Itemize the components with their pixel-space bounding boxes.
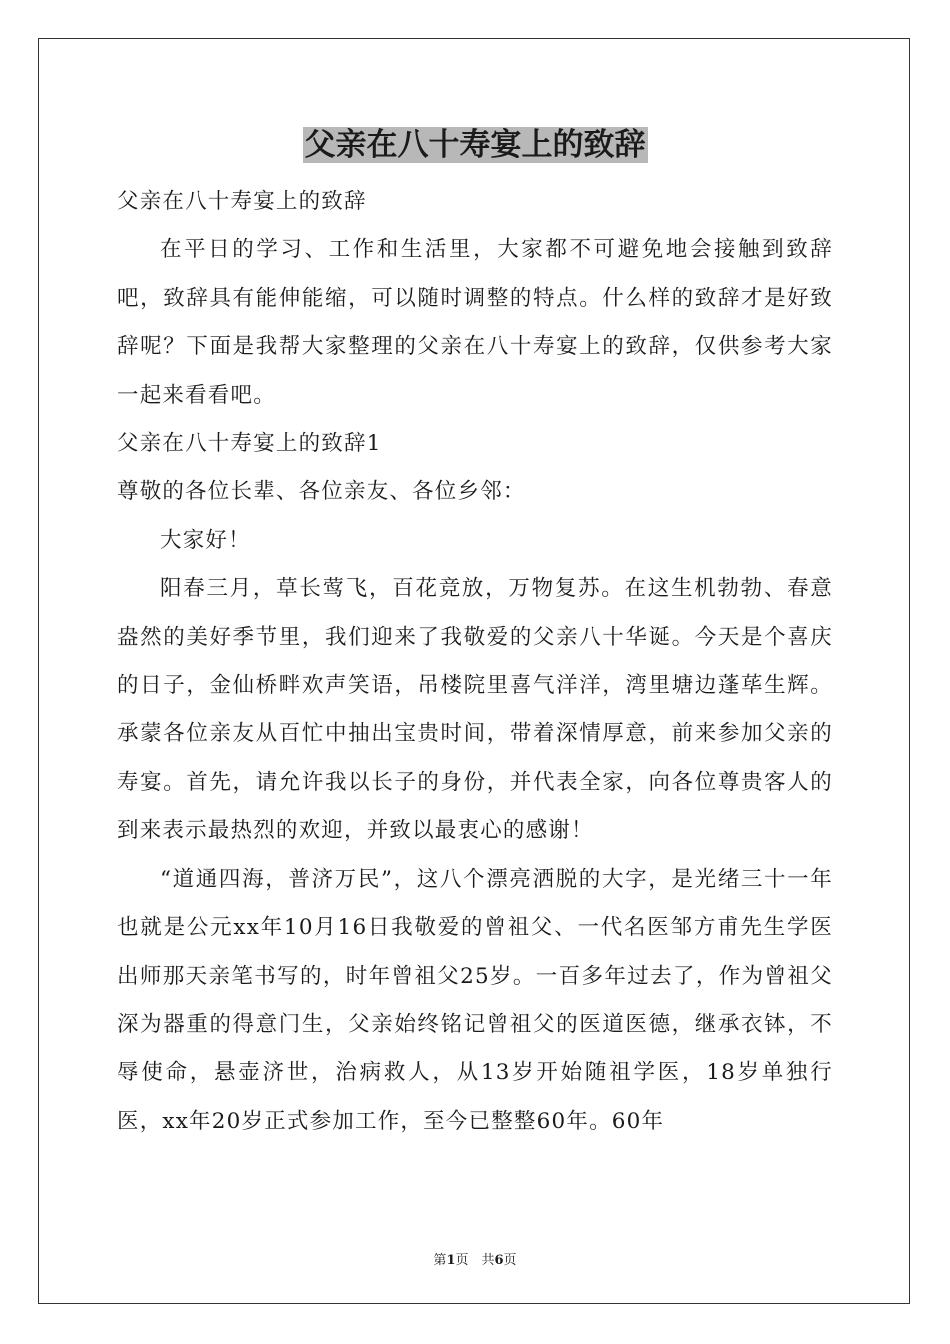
document-body — [117, 178, 833, 1146]
paragraph-section-heading: 父亲在八十寿宴上的致辞1 — [117, 431, 382, 457]
paragraph-body-2: “道通四海，普济万民”，这八个漂亮洒脱的大字，是光绪三十一年也就是公元xx年10月16日我敬爱的曾祖父、一代名医邹方甫先生学医出师那天亲笔书写的，时年曾祖父25岁。一百多年过去了，作为曾祖父深为器重的得意门生，父亲始终铭记曾祖父的医道医德，继承衣钵，不辱使命，悬壶济世，治病救人，从13岁开始随祖学医，18岁单独行医，xx年20岁正式参加工作，至今已整整60年。60年 — [117, 866, 833, 1134]
paragraph-greeting: 大家好！ — [160, 527, 251, 553]
footer-page-total: 6 — [494, 1253, 504, 1268]
paragraph-salutation: 尊敬的各位长辈、各位亲友、各位乡邻： — [117, 479, 526, 505]
document-title — [0, 123, 950, 167]
footer-page-suffix: 页 — [503, 1253, 517, 1268]
paragraph-subtitle: 父亲在八十寿宴上的致辞 — [117, 189, 367, 214]
page-footer — [0, 1249, 950, 1268]
footer-page-current: 1 — [446, 1253, 456, 1268]
footer-page-mid: 页 共 — [455, 1253, 495, 1268]
paragraph-body-1: 阳春三月，草长莺飞，百花竞放，万物复苏。在这生机勃勃、春意盎然的美好季节里，我们迎来了我敬爱的父亲八十华诞。今天是个喜庆的日子，金仙桥畔欢声笑语，吊楼院里喜气洋洋，湾里塘边蓬荜生辉。承蒙各位亲友从百忙中抽出宝贵时间，带着深情厚意，前来参加父亲的寿宴。首先，请允许我以长子的身份，并代表全家，向各位尊贵客人的到来表示最热烈的欢迎，并致以最衷心的感谢！ — [117, 576, 833, 844]
paragraph-intro: 在平日的学习、工作和生活里，大家都不可避免地会接触到致辞吧，致辞具有能伸能缩，可以随时调整的特点。什么样的致辞才是好致辞呢？下面是我帮大家整理的父亲在八十寿宴上的致辞，仅供参考大家一起来看看吧。 — [117, 237, 833, 408]
document-title-text: 父亲在八十寿宴上的致辞 — [304, 127, 646, 163]
footer-page-prefix: 第 — [433, 1253, 447, 1268]
